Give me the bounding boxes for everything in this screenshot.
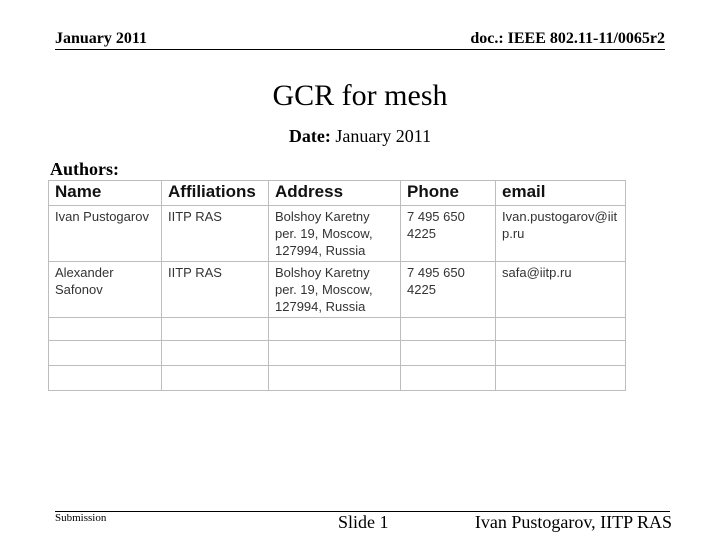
cell-empty (401, 366, 496, 391)
cell-empty (401, 318, 496, 341)
table-row (49, 262, 626, 318)
cell-empty (269, 341, 401, 366)
cell-name: Alexander Safonov (49, 262, 162, 318)
table-row-empty (49, 318, 626, 341)
table-row (49, 206, 626, 262)
table-row-empty (49, 366, 626, 391)
cell-empty (496, 341, 626, 366)
col-header-address: Address (269, 181, 401, 206)
cell-empty (49, 318, 162, 341)
cell-empty (49, 366, 162, 391)
table-header-row (49, 181, 626, 206)
cell-empty (496, 366, 626, 391)
cell-empty (162, 318, 269, 341)
cell-empty (401, 341, 496, 366)
cell-address: Bolshoy Karetny per. 19, Moscow, 127994, Russia (269, 262, 401, 318)
header-rule (55, 49, 665, 50)
cell-empty (269, 318, 401, 341)
authors-label: Authors: (50, 159, 120, 179)
cell-name: Ivan Pustogarov (49, 206, 162, 262)
table-row-empty (49, 341, 626, 366)
authors-table (48, 180, 626, 391)
header-date: January 2011 (55, 30, 148, 47)
footer-author: Ivan Pustogarov, IITP RAS (474, 512, 672, 532)
cell-phone: 7 495 650 4225 (401, 206, 496, 262)
cell-email: Ivan.pustogarov@iitp.ru (496, 206, 626, 262)
date-label: Date: (288, 126, 331, 146)
cell-empty (49, 341, 162, 366)
cell-empty (162, 366, 269, 391)
cell-address: Bolshoy Karetny per. 19, Moscow, 127994, Russia (269, 206, 401, 262)
cell-affiliation: IITP RAS (162, 262, 269, 318)
col-header-affiliations: Affiliations (162, 181, 269, 206)
cell-phone: 7 495 650 4225 (401, 262, 496, 318)
cell-affiliation: IITP RAS (162, 206, 269, 262)
cell-email: safa@iitp.ru (496, 262, 626, 318)
col-header-name: Name (49, 181, 162, 206)
date-line (0, 126, 720, 147)
col-header-phone: Phone (401, 181, 496, 206)
slide-title: GCR for mesh (272, 79, 448, 112)
cell-empty (496, 318, 626, 341)
footer-slide-number: Slide 1 (338, 512, 389, 532)
date-value: January 2011 (335, 126, 432, 146)
header-doc-id: doc.: IEEE 802.11-11/0065r2 (470, 30, 665, 47)
cell-empty (162, 341, 269, 366)
col-header-email: email (496, 181, 626, 206)
footer-submission: Submission (55, 512, 107, 524)
cell-empty (269, 366, 401, 391)
